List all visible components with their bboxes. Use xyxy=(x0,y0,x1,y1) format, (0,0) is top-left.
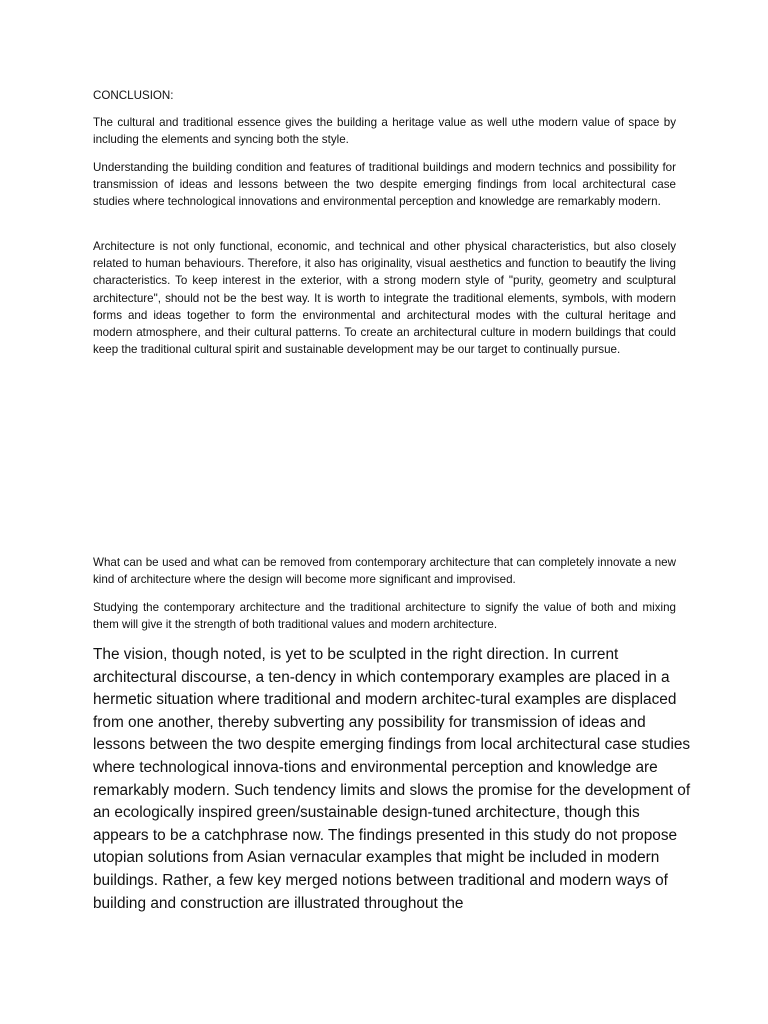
large-paragraph-vision: The vision, though noted, is yet to be sculpted in the right direction. In current architectural discourse, a ten-dency in which contemporary examples are placed in a hermetic situation where traditional and modern architec-tural examples are displaced from one another, thereby subverting any possibility for transmission of ideas and lessons between the two despite emerging findings from local architectural case studies where technological innova-tions and environmental perception and knowledge are remarkably modern. Such tendency limits and slows the promise for the development of an ecologically inspired green/sustainable design-tuned architecture, though this appears to be a catchphrase now. The findings presented in this study do not propose utopian solutions from Asian vernacular examples that might be included in modern buildings. Rather, a few key merged notions between traditional and modern ways of building and construction are illustrated throughout the xyxy=(93,646,691,912)
paragraph-contemporary-innovation: What can be used and what can be removed from contemporary architecture that can completely innovate a new kind of architecture where the design will become more significant and improvised. xyxy=(93,556,676,587)
paragraph-building-condition: Understanding the building condition and features of traditional buildings and modern technics and possibility for transmission of ideas and lessons between the two despite emerging findings from local architectural case studies where technological innovations and environmental perception and knowledge are remarkably modern. xyxy=(93,161,676,209)
paragraph-contemporary-traditional-study: Studying the contemporary architecture and the traditional architecture to signify the value of both and mixing them will give it the strength of both traditional values and modern architecture. xyxy=(93,601,676,632)
paragraph-architecture-behaviour: Architecture is not only functional, economic, and technical and other physical characteristics, but also closely related to human behaviours. Therefore, it also has originality, visual aesthetics and function to beautify the living characteristics. To keep interest in the exterior, with a strong modern style of "purity, geometry and sculptural architecture", should not be the best way. It is worth to integrate the traditional elements, symbols, with modern forms and ideas together to form the environmental and architectural modes with the cultural heritage and modern atmosphere, and their cultural patterns. To create an architectural culture in modern buildings that could keep the traditional cultural spirit and sustainable development may be our target to continually pursue. xyxy=(93,240,676,357)
paragraph-heritage-value: The cultural and traditional essence gives the building a heritage value as well uthe modern value of space by including the elements and syncing both the style. xyxy=(93,116,676,147)
conclusion-heading: CONCLUSION: xyxy=(93,89,174,102)
